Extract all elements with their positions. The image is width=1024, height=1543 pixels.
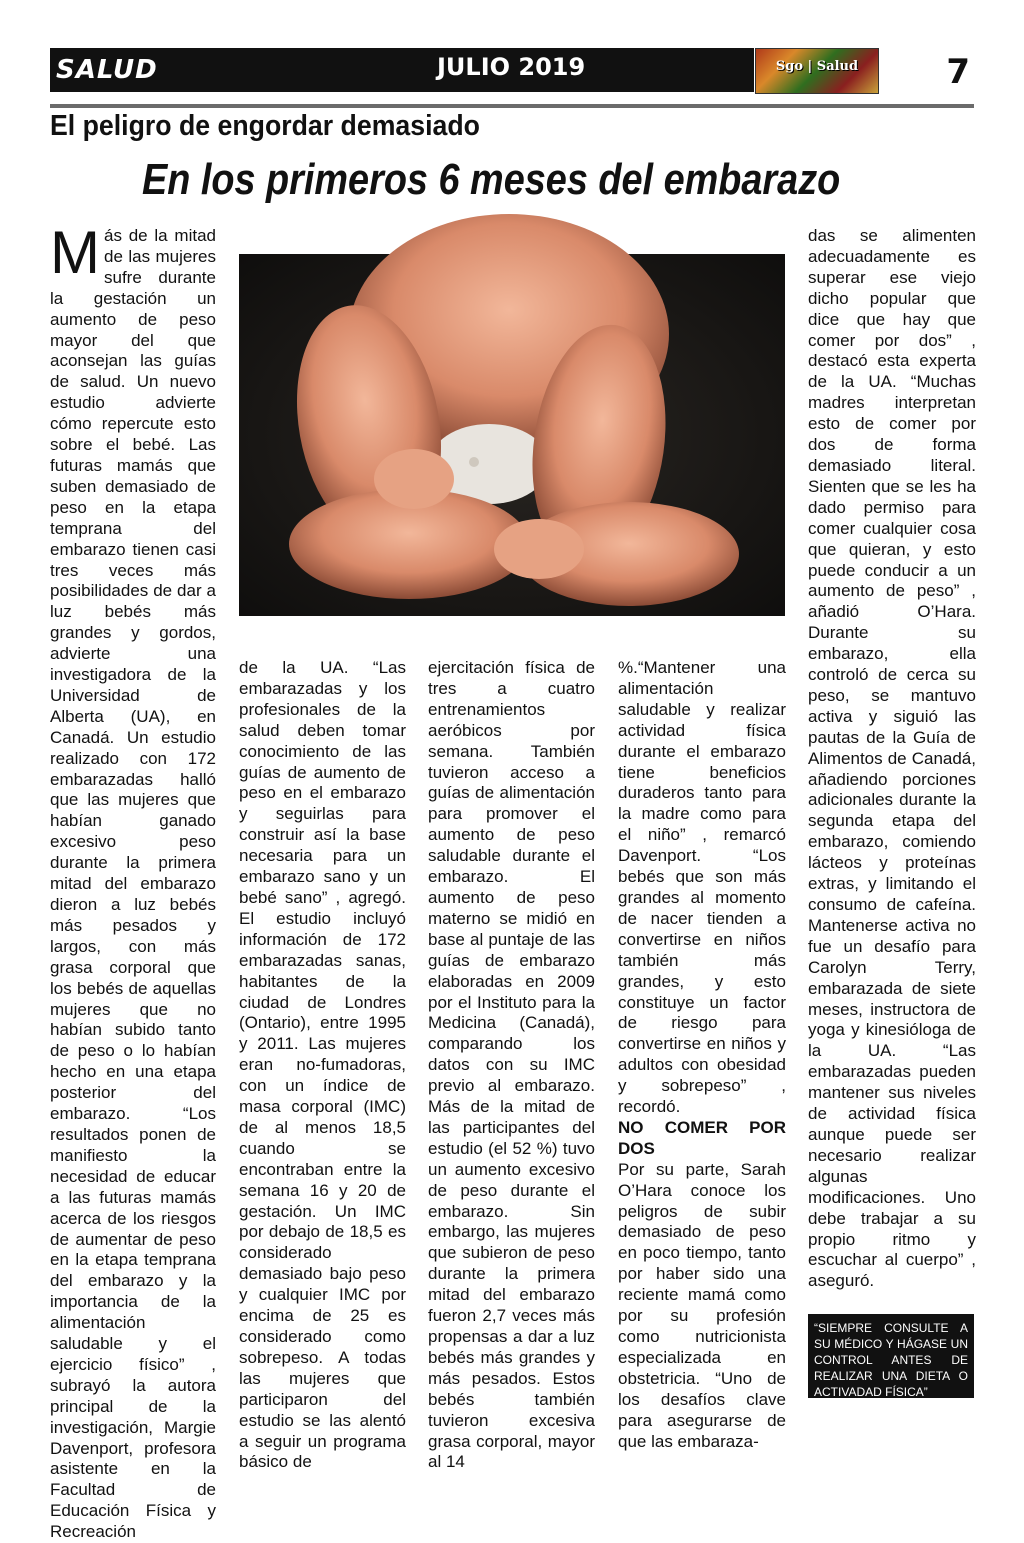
column-4-body-continued: Por su parte, Sarah O’Hara conoce los peligros de subir demasiado de peso en poco tiempo, tanto por haber sido una reciente mamá como por su profesión como nutricionista especializada en obstetricia. “Uno de los desafíos clave para asegurarse de que las embaraza- bbox=[618, 1159, 786, 1451]
page-number: 7 bbox=[946, 52, 970, 92]
column-4-body: %.“Mantener una alimentación saludable y realizar actividad física durante el embarazo tiene beneficios duraderos tanto para la madre como para el niño” , remarcó Davenport. “Los bebés que son más grandes al momento de nacer tienden a convertirse en niños también más grandes, y esto constituye un factor de riesgo para convertirse en niños y adultos con obesidad y sobrepeso” , recordó. bbox=[618, 658, 786, 1117]
issue-date: JULIO 2019 bbox=[437, 53, 586, 81]
header-rule bbox=[50, 104, 974, 108]
masthead-bar bbox=[50, 48, 754, 92]
article-column-1 bbox=[50, 219, 216, 1542]
logo-text: Sgo | Salud bbox=[775, 59, 859, 74]
drop-cap: M bbox=[50, 219, 100, 286]
section-name: SALUD bbox=[56, 55, 158, 85]
article-column-2 bbox=[239, 658, 406, 1472]
column-5-body: das se alimenten adecuadamente es superar ese viejo dicho popular que dice que hay que comer por dos” , destacó esta experta de la UA. “Muchas madres interpretan esto de comer por dos de forma demasiado literal. Sienten que se les ha dado permiso para comer cualquier cosa que quieran, y esto puede conducir a un aumento de peso” , añadió O’Hara. Durante su embarazo, ella controló de cerca su peso, se mantuvo activa y siguió las pautas de la Guía de Alimentos de Canadá, añadiendo porciones adicionales durante la segunda etapa del embarazo, comiendo lácteos y proteínas extras, y limitando el consumo de cafeína. Mantenerse activa no fue un desafío para Carolyn Terry, embarazada de siete meses, instructora de yoga y kinesióloga de la UA. “Las embarazadas pueden mantener sus niveles de actividad física aunque puede ser necesario realizar algunas modificaciones. Uno debe trabajar a su propio ritmo y escuchar al cuerpo” , aseguró. bbox=[808, 226, 976, 1291]
health-callout-box: “SIEMPRE CONSULTE A SU MÉDICO Y HÁGASE UN CONTROL ANTES DE REALIZAR UNA DIETA O ACTIVADAD FÍSICA” bbox=[808, 1314, 974, 1398]
column-1-text bbox=[50, 219, 216, 1543]
column-2-body: de la UA. “Las embarazadas y los profesionales de la salud deben tomar conocimiento de las guías de aumento de peso en el embarazo y seguirlas para construir así la base necesaria para un embarazo sano y un bebé sano” , agregó. El estudio incluyó información de 172 embarazadas sanas, habitantes de la ciudad de Londres (Ontario), entre 1995 y 2011. Las mujeres eran no-fumadoras, con un índice de masa corporal (IMC) de al menos 18,5 cuando se encontraban entre la semana 16 y 20 de gestación. Un IMC por debajo de 18,5 es considerado demasiado bajo peso y cualquier IMC por encima de 25 es considerado como sobrepeso. A todas las mujeres que participaron del estudio se las alentó a seguir un programa básico de bbox=[239, 658, 406, 1472]
article-column-5 bbox=[808, 226, 976, 1306]
article-kicker: El peligro de engordar demasiado bbox=[50, 110, 480, 142]
column-3-body: ejercitación física de tres a cuatro entrenamientos aeróbicos por semana. También tuvieron acceso a guías de alimentación para promover el aumento de peso saludable durante el embarazo. El aumento de peso materno se midió en base al puntaje de las guías de embarazo elaboradas en 2009 por el Instituto para la Medicina (Canadá), comparando los datos con su IMC previo al embarazo. Más de la mitad de las participantes del estudio (el 52 %) tuvo un aumento excesivo de peso durante el embarazo. Sin embargo, las mujeres que subieron de peso durante la primera mitad del embarazo fueron 2,7 veces más propensas a dar a luz bebés más grandes y más pesados. Estos bebés también tuvieron excesiva grasa corporal, mayor al 14 bbox=[428, 658, 595, 1472]
baby-photo bbox=[239, 254, 785, 616]
column-1-body: ás de la mitad de las mujeres sufre durante la gestación un aumento de peso mayor del que aconsejan las guías de salud. Un nuevo estudio advierte cómo repercute esto sobre el bebé. Las futuras mamás que suben demasiado de peso en la etapa temprana del embarazo tienen casi tres veces más posibilidades de dar a luz bebés más grandes y gordos, advierte una investigadora de la Universidad de Alberta (UA), en Canadá. Un estudio realizado con 172 embarazadas halló que las mujeres que habían ganado excesivo peso durante la primera mitad del embarazo dieron a luz bebés más pesados y largos, con más grasa corporal que los bebés de aquellas mujeres que no habían subido tanto de peso o lo habían hecho en una etapa posterior del embarazo. “Los resultados ponen de manifiesto la necesidad de educar a las futuras mamás acerca de los riesgos de aumentar de peso en la etapa temprana del embarazo y la importancia de la alimentación saludable y el ejercicio físico” , subrayó la autora principal de la investigación, Margie Davenport, profesora asistente en la Facultad de Educación Física y Recreación bbox=[50, 226, 216, 1542]
subhead-no-comer-por-dos: NO COMER POR DOS bbox=[618, 1117, 786, 1158]
baby-illustration bbox=[239, 254, 785, 616]
article-column-4 bbox=[618, 658, 786, 1451]
article-column-3 bbox=[428, 658, 595, 1472]
publication-logo bbox=[755, 48, 879, 94]
article-headline: En los primeros 6 meses del embarazo bbox=[142, 155, 841, 204]
